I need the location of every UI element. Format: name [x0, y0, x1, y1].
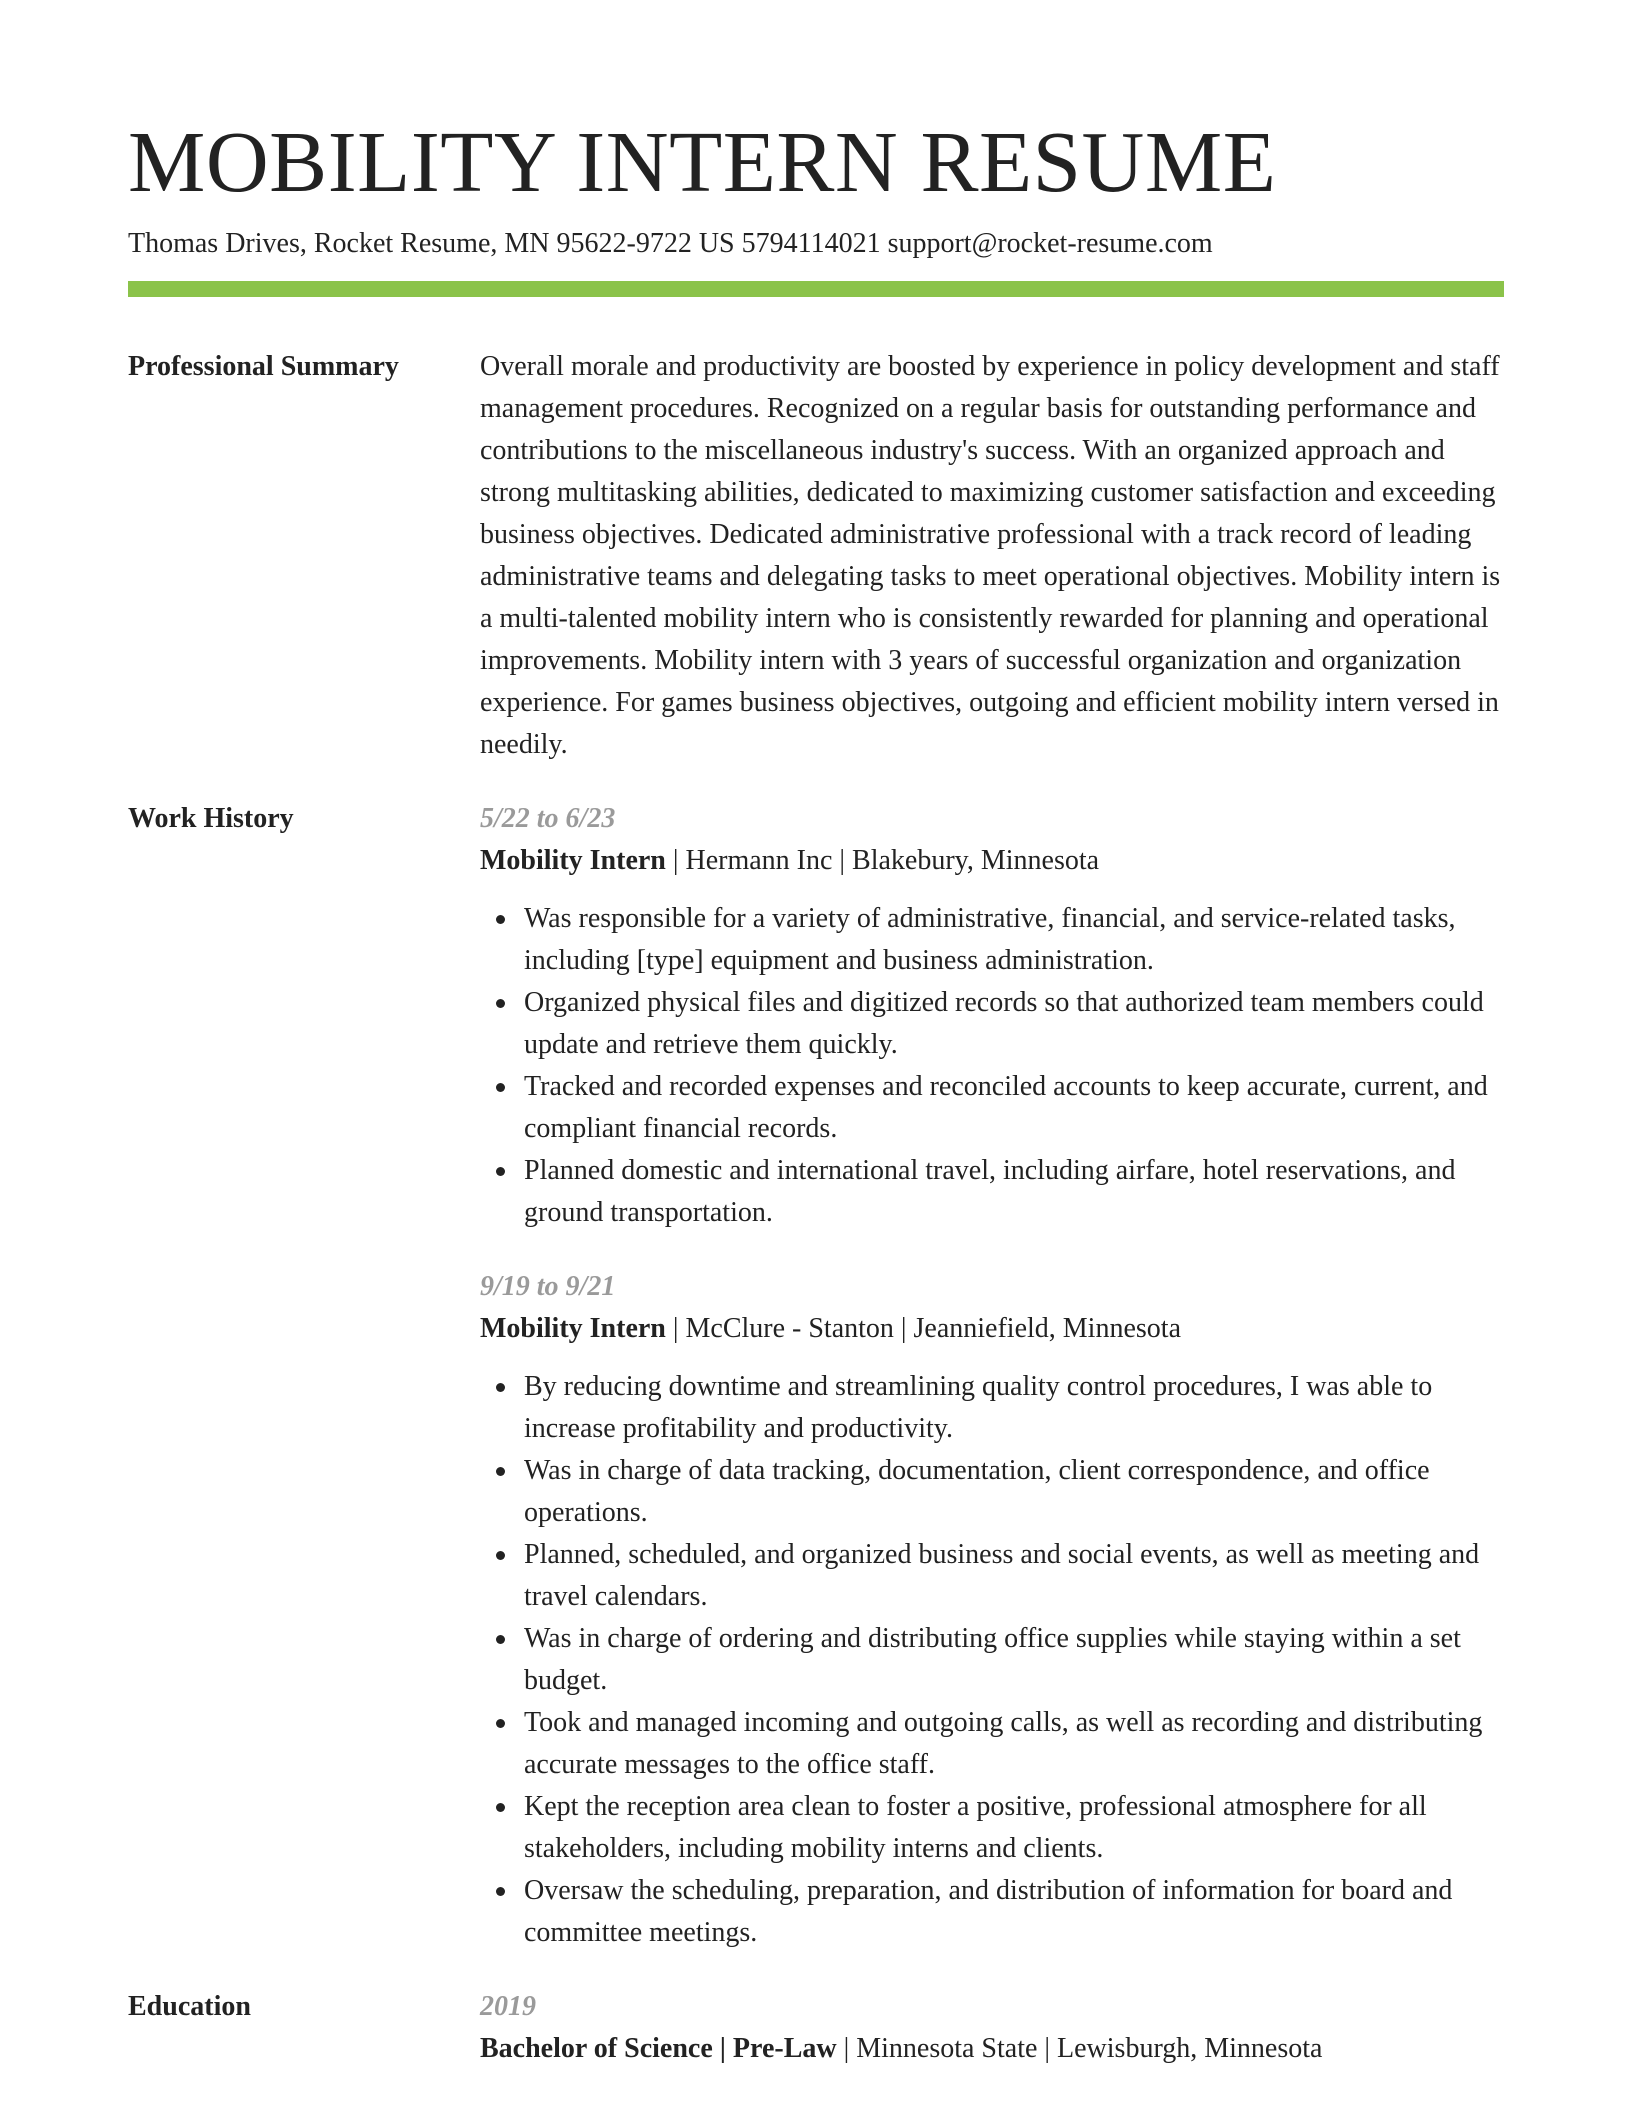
list-item: Planned, scheduled, and organized business and social events, as well as meeting and travel calendars.: [524, 1534, 1504, 1618]
education-section: [128, 1986, 1504, 2070]
summary-text: Overall morale and productivity are boosted by experience in policy development and staff management procedures. Recognized on a regular basis for outstanding performance and contributions to the miscellaneous industry's success. With an organized approach and strong multitasking abilities, dedicated to maximizing customer satisfaction and exceeding business objectives. Dedicated administrative professional with a track record of leading administrative teams and delegating tasks to meet operational objectives. Mobility intern is a multi-talented mobility intern who is consistently rewarded for planning and operational improvements. Mobility intern with 3 years of successful organization and organization experience. For games business objectives, outgoing and efficient mobility intern versed in needily.: [480, 350, 1501, 760]
education-year: 2019: [480, 1990, 536, 2022]
job-heading: [480, 1308, 1504, 1350]
education-details: | Minnesota State | Lewisburgh, Minnesota: [836, 2032, 1323, 2064]
job-dates: 9/19 to 9/21: [480, 1270, 616, 1302]
resume-title: MOBILITY INTERN RESUME: [128, 113, 1277, 210]
work-history-section: [128, 798, 1504, 1954]
list-item: By reducing downtime and streamlining quality control procedures, I was able to increase profitability and productivity.: [524, 1366, 1504, 1450]
education-heading: [480, 2028, 1504, 2070]
job-title: Mobility Intern: [480, 844, 666, 876]
work-history-label: Work History: [128, 802, 294, 834]
education-body: [480, 1986, 1504, 2070]
job-entry: [480, 798, 1504, 1234]
list-item: Was in charge of data tracking, documentation, client correspondence, and office operations.: [524, 1450, 1504, 1534]
list-item: Was in charge of ordering and distributing office supplies while staying within a set budget.: [524, 1618, 1504, 1702]
job-bullets: [480, 898, 1504, 1234]
work-history-body: [480, 798, 1504, 1954]
summary-section: [128, 346, 1504, 766]
list-item: Kept the reception area clean to foster a positive, professional atmosphere for all stakeholders, including mobility interns and clients.: [524, 1786, 1504, 1870]
job-bullets: [480, 1366, 1504, 1954]
list-item: Took and managed incoming and outgoing calls, as well as recording and distributing accurate messages to the office staff.: [524, 1702, 1504, 1786]
list-item: Tracked and recorded expenses and reconciled accounts to keep accurate, current, and compliant financial records.: [524, 1066, 1504, 1150]
list-item: Organized physical files and digitized records so that authorized team members could update and retrieve them quickly.: [524, 982, 1504, 1066]
job-details: | Hermann Inc | Blakebury, Minnesota: [665, 844, 1100, 876]
list-item: Planned domestic and international travel, including airfare, hotel reservations, and ground transportation.: [524, 1150, 1504, 1234]
job-entry: [480, 1266, 1504, 1954]
list-item: Oversaw the scheduling, preparation, and distribution of information for board and committee meetings.: [524, 1870, 1504, 1954]
job-title: Mobility Intern: [480, 1312, 666, 1344]
education-degree: Bachelor of Science | Pre-Law: [480, 2032, 837, 2064]
contact-line: Thomas Drives, Rocket Resume, MN 95622-9722 US 5794114021 support@rocket-resume.com: [128, 228, 1213, 259]
education-label: Education: [128, 1990, 251, 2022]
summary-label: Professional Summary: [128, 350, 399, 382]
list-item: Was responsible for a variety of administrative, financial, and service-related tasks, including [type] equipment and business administration.: [524, 898, 1504, 982]
job-heading: [480, 840, 1504, 882]
job-details: | McClure - Stanton | Jeanniefield, Minnesota: [665, 1312, 1181, 1344]
job-dates: 5/22 to 6/23: [480, 802, 616, 834]
header-divider: [128, 281, 1504, 297]
